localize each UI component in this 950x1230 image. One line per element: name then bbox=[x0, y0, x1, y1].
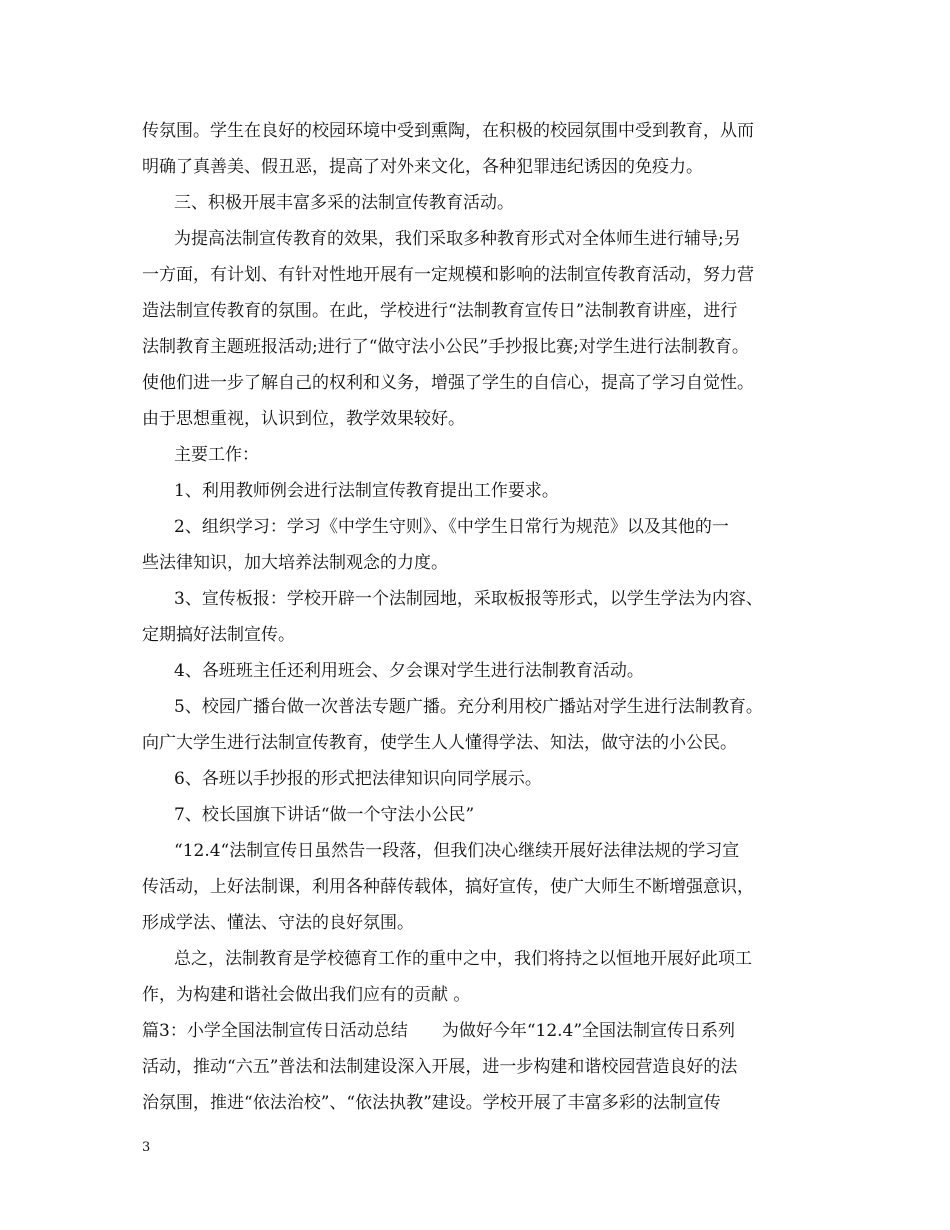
section-heading: 三、积极开展丰富多采的法制宣传教育活动。 bbox=[174, 193, 514, 213]
text-line: 一方面，有计划、有针对性地开展有一定规模和影响的法制宣传教育活动，努力营 bbox=[142, 265, 754, 285]
list-item: 6、各班以手抄报的形式把法律知识向同学展示。 bbox=[174, 769, 542, 789]
subheading: 主要工作： bbox=[174, 445, 259, 465]
list-item: 1、利用教师例会进行法制宣传教育提出工作要求。 bbox=[174, 481, 559, 501]
list-item: 5、校园广播台做一次普法专题广播。充分利用校广播站对学生进行法制教育。 bbox=[174, 697, 763, 717]
text-line: 由于思想重视，认识到位，教学效果较好。 bbox=[142, 409, 465, 429]
page-number: 3 bbox=[142, 1140, 151, 1155]
text-line: “12.4“法制宣传日虽然告一段落，但我们决心继续开展好法律法规的学习宣 bbox=[174, 841, 740, 861]
text-line: 总之，法制教育是学校德育工作的重中之中，我们将持之以恒地开展好此项工 bbox=[174, 949, 752, 969]
text-line: 治氛围，推进“依法治校”、“依法执教”建设。学校开展了丰富多彩的法制宣传 bbox=[142, 1093, 721, 1113]
section-title-line: 篇3：小学全国法制宣传日活动总结 为做好今年“12.4”全国法制宣传日系列 bbox=[142, 1021, 736, 1041]
text-line: 作，为构建和谐社会做出我们应有的贡献 。 bbox=[142, 985, 471, 1005]
list-item: 4、各班班主任还利用班会、夕会课对学生进行法制教育活动。 bbox=[174, 661, 644, 681]
text-line: 些法律知识，加大培养法制观念的力度。 bbox=[142, 553, 448, 573]
list-item: 3、宣传板报：学校开辟一个法制园地，采取板报等形式，以学生学法为内容、 bbox=[174, 589, 763, 609]
text-line: 传活动，上好法制课，利用各种薛传载体，搞好宣传，使广大师生不断增强意识， bbox=[142, 877, 754, 897]
text-line: 传氛围。学生在良好的校园环境中受到熏陶，在积极的校园氛围中受到教育，从而 bbox=[142, 121, 754, 141]
text-line: 法制教育主题班报活动;进行了“做守法小公民”手抄报比赛;对学生进行法制教育。 bbox=[142, 337, 749, 357]
text-line: 形成学法、懂法、守法的良好氛围。 bbox=[142, 913, 414, 933]
text-line: 活动，推动“六五”普法和法制建设深入开展，进一步构建和谐校园营造良好的法 bbox=[142, 1057, 738, 1077]
text-line: 明确了真善美、假丑恶，提高了对外来文化，各种犯罪违纪诱因的免疫力。 bbox=[142, 157, 703, 177]
text-line: 造法制宣传教育的氛围。在此，学校进行“法制教育宣传日”法制教育讲座，进行 bbox=[142, 301, 738, 321]
text-line: 向广大学生进行法制宣传教育，使学生人人懂得学法、知法，做守法的小公民。 bbox=[142, 733, 737, 753]
list-item: 7、校长国旗下讲话“做一个守法小公民” bbox=[174, 805, 475, 825]
list-item: 2、组织学习：学习《中学生守则》、《中学生日常行为规范》以及其他的一 bbox=[174, 517, 729, 537]
text-line: 定期搞好法制宣传。 bbox=[142, 625, 295, 645]
text-line: 使他们进一步了解自己的权利和义务，增强了学生的自信心，提高了学习自觉性。 bbox=[142, 373, 754, 393]
text-line: 为提高法制宣传教育的效果，我们采取多种教育形式对全体师生进行辅导;另 bbox=[174, 229, 741, 249]
